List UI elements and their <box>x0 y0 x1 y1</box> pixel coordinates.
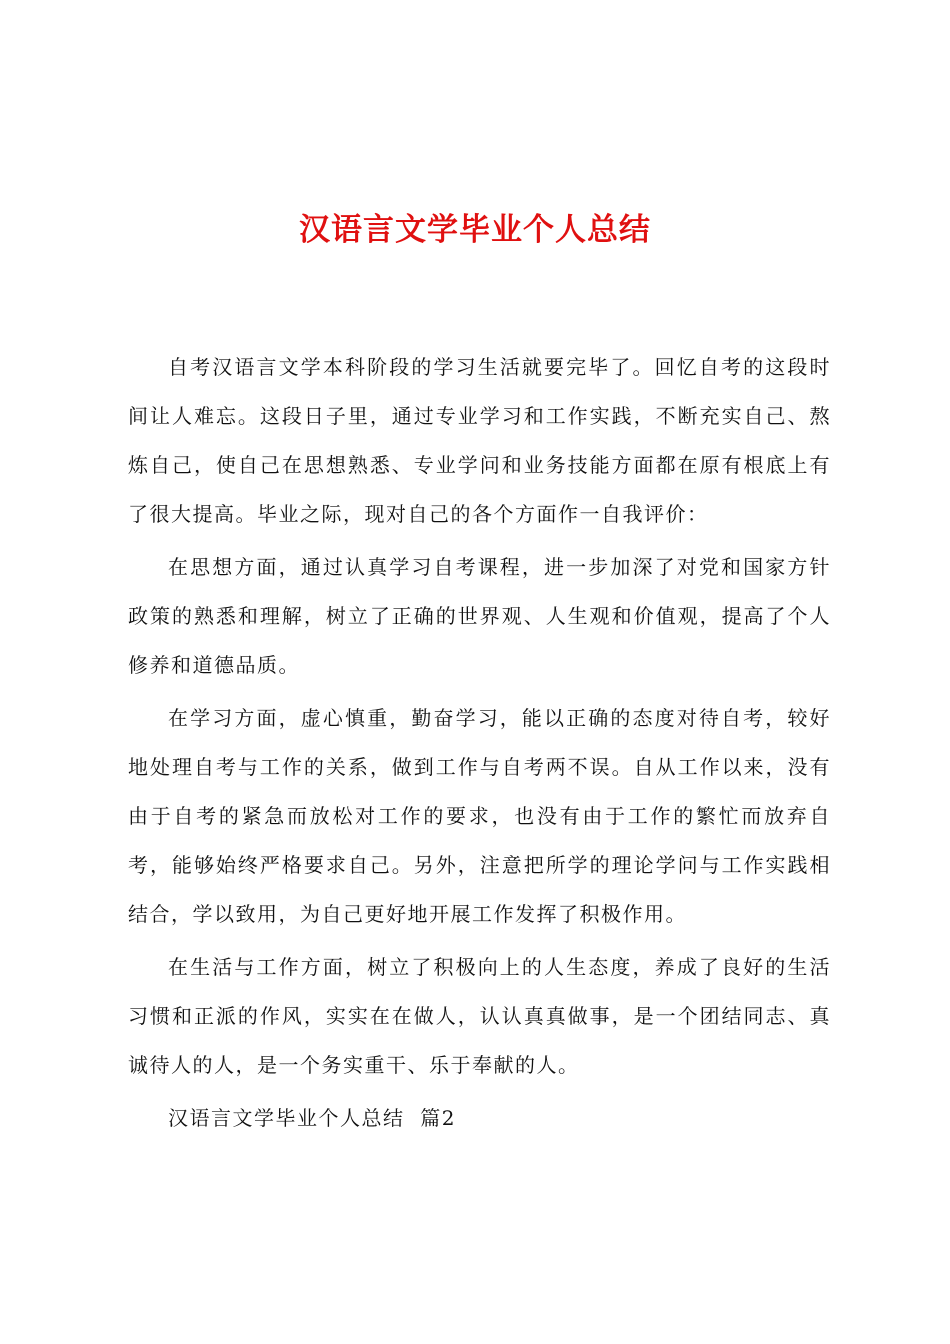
paragraph-intro: 自考汉语言文学本科阶段的学习生活就要完毕了。回忆自考的这段时间让人难忘。这段日子里，通过专业学习和工作实践，不断充实自己、熬炼自己，使自己在思想熟悉、专业学问和业务技能方面都在原有根底上有了很大提高。毕业之际，现对自己的各个方面作一自我评价： <box>128 355 831 526</box>
document-title: 汉语言文学毕业个人总结 <box>299 212 651 248</box>
paragraph-study: 在学习方面，虚心慎重，勤奋学习，能以正确的态度对待自考，较好地处理自考与工作的关系，做到工作与自考两不误。自从工作以来，没有由于自考的紧急而放松对工作的要求，也没有由于工作的繁忙而放弃自考，能够始终严格要求自己。另外，注意把所学的理论学问与工作实践相结合，学以致用，为自己更好地开展工作发挥了积极作用。 <box>128 706 831 926</box>
paragraph-life-work: 在生活与工作方面，树立了积极向上的人生态度，养成了良好的生活习惯和正派的作风，实实在在做人，认认真真做事，是一个团结同志、真诚待人的人，是一个务实重干、乐于奉献的人。 <box>128 955 831 1077</box>
paragraph-thought: 在思想方面，通过认真学习自考课程，进一步加深了对党和国家方针政策的熟悉和理解，树立了正确的世界观、人生观和价值观，提高了个人修养和道德品质。 <box>128 555 831 677</box>
next-section-heading: 汉语言文学毕业个人总结 篇2 <box>168 1106 456 1130</box>
document-body <box>128 343 831 1143</box>
